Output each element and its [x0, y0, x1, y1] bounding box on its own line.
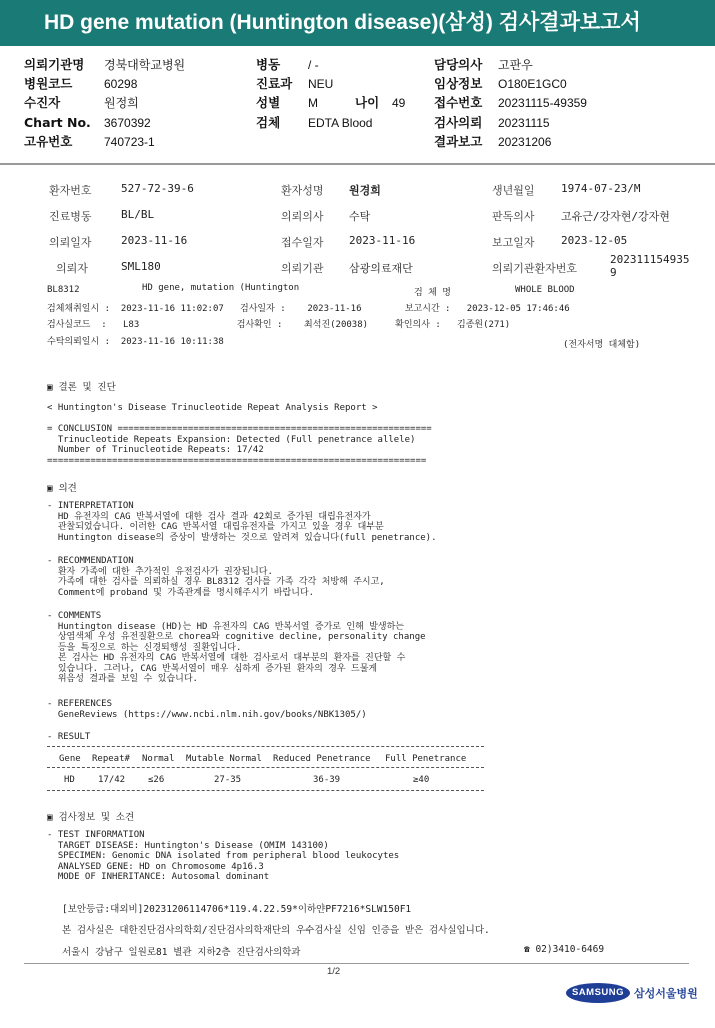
test-code: BL8312	[47, 285, 80, 295]
result-header: Full Penetrance	[385, 754, 467, 764]
patient-label: 의뢰일자	[49, 236, 92, 249]
samsung-logo-oval: SAMSUNG	[566, 983, 630, 1003]
section-testinfo-heading: ▣ 검사정보 및 소견	[47, 812, 135, 823]
info-age: 나이 49	[355, 95, 406, 110]
patient-dob: 1974-07-23/M	[561, 182, 641, 195]
info-specimen: 검체 EDTA Blood	[256, 115, 373, 130]
security-line: [보안등급:대외비]20231206114706*119.4.22.59*이하얀PF7216*SLW150F1	[62, 904, 412, 915]
specimen-value: WHOLE BLOOD	[515, 285, 575, 295]
patient-label: 진료병동	[49, 210, 92, 223]
patient-label: 환자성명	[281, 184, 324, 197]
esign-note: (전자서명 대체함)	[563, 340, 641, 350]
result-header: Mutable Normal	[186, 754, 262, 764]
report-subtitle: < Huntington's Disease Trinucleotide Repeat Analysis Report >	[47, 403, 378, 413]
page-number: 1/2	[327, 966, 341, 977]
test-timing-line: 검체채취일시 : 2023-11-16 11:02:07 검사일자 : 2023-11-16 보고시간 : 2023-12-05 17:46:46	[47, 304, 570, 314]
result-header: Reduced Penetrance	[273, 754, 371, 764]
info-sex: 성별 M	[256, 95, 318, 110]
test-info-block: - TEST INFORMATION TARGET DISEASE: Huntington's Disease (OMIM 143100) SPECIMEN: Genomic DNA isolated from peripheral blood leukocytes ANALYSED GENE: HD on Chromosome 4p16.3 MODE OF INHERITANCE: Autosomal dominant	[47, 830, 400, 882]
result-rule	[47, 746, 484, 747]
info-institution: 의뢰기관명 경북대학교병원	[24, 57, 186, 72]
divider	[0, 163, 715, 165]
info-receipt-no: 접수번호 20231115-49359	[434, 95, 587, 110]
conclusion-block: = CONCLUSION ========================================================== Trinucleotide Repeats Expansion: Detected (Full penetrance allele) Number of Trinucleotide Repeats: 17/42 ======================================================================	[47, 424, 432, 466]
comments-block: - COMMENTS Huntington disease (HD)는 HD 유전자의 CAG 반복서열 증가로 인해 발생하는 상염색체 우성 유전질환으로 chorea와 cognitive decline, personality change 등을 특징으로 하는 신경퇴행성 질환입니다. 본 검사는 HD 유전자의 CAG 반복서열에 대한 검사로서 대부분의 환자를 진단할 수 있습니다. 그러나, CAG 반복서열이 매우 심하게 증가된 환자의 경우 드물게 위음성 결과를 보일 수 있습니다.	[47, 611, 426, 684]
patient-label: 환자번호	[49, 184, 92, 197]
patient-ward: BL/BL	[121, 208, 155, 221]
certification-line: 본 검사실은 대한진단검사의학회/진단검사의학재단의 우수검사실 신임 인증을 받은 검사실입니다.	[62, 925, 490, 936]
hospital-name: 삼성서울병원	[634, 987, 698, 1000]
test-consign-line: 수탁의뢰일시 : 2023-11-16 10:11:38	[47, 337, 224, 347]
info-request-date: 검사의뢰 20231115	[434, 115, 550, 130]
test-lab-line: 검사실코드 : L83 검사확인 : 최석진(20038) 확인의사 : 김종원(271)	[47, 320, 511, 330]
references-block: - REFERENCES GeneReviews (https://www.ncbi.nlm.nih.gov/books/NBK1305/)	[47, 699, 367, 720]
interpretation-block: - INTERPRETATION HD 유전자의 CAG 반복서열에 대한 검사 결과 42회로 증가된 대립유전자가 관찰되었습니다. 이러한 CAG 반복서열 대립유전자를 가지고 있을 경우 대부분 Huntington disease의 증상이 발생하는 것으로 알려져 있습니다(full penetrance).	[47, 501, 437, 543]
address-line: 서울시 강남구 일원로81 별관 지하2층 진단검사의학과	[62, 947, 301, 958]
patient-requester: SML180	[121, 260, 161, 273]
patient-name: 원경희	[349, 184, 381, 197]
patient-institution: 삼광의료재단	[349, 262, 413, 275]
patient-reading-doctor: 고유근/강자현/강자현	[561, 210, 670, 223]
info-doctor: 담당의사 고판우	[434, 57, 533, 72]
patient-number: 527-72-39-6	[121, 182, 194, 195]
info-department: 진료과 NEU	[256, 76, 334, 91]
recommendation-block: - RECOMMENDATION 환자 가족에 대한 추가적인 유전검사가 권장됩니다. 가족에 대한 검사를 의뢰하실 경우 BL8312 검사를 가족 각각 처방해 주시고, Comment에 proband 및 가족관계를 명시해주시기 바랍니다.	[47, 556, 385, 598]
test-name: HD gene, mutation (Huntington	[142, 283, 300, 293]
result-cell: HD	[64, 775, 75, 785]
result-cell: 17/42	[98, 775, 126, 785]
info-examinee: 수진자 원정희	[24, 95, 139, 110]
result-rule	[47, 767, 484, 768]
result-cell: 36-39	[313, 775, 341, 785]
divider	[24, 963, 689, 964]
patient-inst-number-cont: 9	[610, 266, 617, 279]
patient-label: 생년월일	[492, 184, 535, 197]
patient-report-date: 2023-12-05	[561, 234, 628, 247]
result-header: Gene	[59, 754, 81, 764]
patient-request-date: 2023-11-16	[121, 234, 188, 247]
result-header: Normal	[142, 754, 175, 764]
patient-label: 의뢰자	[56, 262, 88, 275]
info-unique-no: 고유번호 740723-1	[24, 134, 155, 149]
section-conclusion-heading: ▣ 결론 및 진단	[47, 382, 116, 393]
info-chart-no: Chart No. 3670392	[24, 115, 151, 130]
patient-label: 의뢰기관환자번호	[492, 262, 578, 275]
section-opinion-heading: ▣ 의견	[47, 483, 77, 494]
phone-line: ☎ 02)3410-6469	[524, 944, 605, 955]
result-cell: 27-35	[214, 775, 242, 785]
info-ward: 병동 / -	[256, 57, 319, 72]
patient-label: 의뢰의사	[281, 210, 324, 223]
hospital-logo	[566, 982, 698, 1004]
result-rule	[47, 790, 484, 791]
patient-label: 접수일자	[281, 236, 324, 249]
result-cell: ≥40	[413, 775, 430, 785]
report-title-banner: HD gene mutation (Huntington disease)(삼성) 검사결과보고서	[0, 0, 715, 46]
result-header: Repeat#	[92, 754, 130, 764]
info-hospital-code: 병원코드 60298	[24, 76, 138, 91]
patient-inst-number: 202311154935	[610, 253, 690, 266]
result-heading: - RESULT	[47, 732, 91, 742]
patient-receipt-date: 2023-11-16	[349, 234, 416, 247]
patient-label: 보고일자	[492, 236, 535, 249]
patient-label: 판독의사	[492, 210, 535, 223]
info-clinical: 임상정보 O180E1GC0	[434, 76, 567, 91]
patient-label: 의뢰기관	[281, 262, 324, 275]
specimen-label: 검 체 명	[414, 288, 451, 298]
patient-requesting-doctor: 수탁	[349, 210, 371, 223]
info-report-date: 결과보고 20231206	[434, 134, 552, 149]
result-cell: ≤26	[148, 775, 165, 785]
